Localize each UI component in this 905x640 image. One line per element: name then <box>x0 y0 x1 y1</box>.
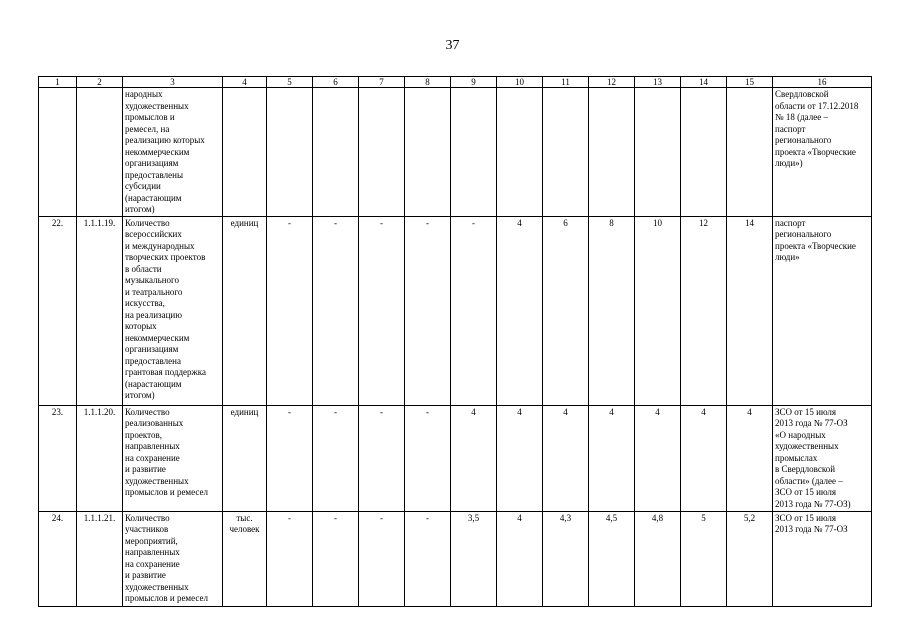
value-cell: 5 <box>681 511 727 606</box>
value-cell: 4 <box>543 405 589 511</box>
row-number: 22. <box>39 216 77 405</box>
value-cell <box>267 88 313 217</box>
value-cell: 14 <box>727 216 773 405</box>
unit: единиц <box>230 217 259 228</box>
value-cell: 4 <box>727 405 773 511</box>
value-cell: 4,3 <box>543 511 589 606</box>
value-cell <box>589 88 635 217</box>
value-cell <box>727 88 773 217</box>
indicator-code: 1.1.1.19. <box>77 216 123 405</box>
unit: тыс. человек <box>229 512 260 534</box>
row-number <box>39 88 77 217</box>
value-cell <box>405 88 451 217</box>
value-cell: 4 <box>635 405 681 511</box>
value-cell: - <box>451 216 497 405</box>
value-cell: 5,2 <box>727 511 773 606</box>
indicator-code: 1.1.1.20. <box>77 405 123 511</box>
column-number: 12 <box>589 77 635 88</box>
indicator-code <box>77 88 123 217</box>
value-cell <box>681 88 727 217</box>
value-cell <box>451 88 497 217</box>
source-document: Свердловской области от 17.12.2018 № 18 (далее – паспорт регионального проекта «Творческие люди») <box>775 89 859 168</box>
table-row <box>39 405 872 511</box>
indicator-code: 1.1.1.21. <box>77 511 123 606</box>
indicators-table <box>38 76 872 607</box>
column-number: 16 <box>773 77 872 88</box>
value-cell: 4,8 <box>635 511 681 606</box>
value-cell: - <box>359 511 405 606</box>
column-number: 6 <box>313 77 359 88</box>
value-cell: 4 <box>497 216 543 405</box>
unit: единиц <box>230 406 259 417</box>
column-number: 5 <box>267 77 313 88</box>
value-cell: 4 <box>681 405 727 511</box>
value-cell: - <box>313 511 359 606</box>
column-number: 4 <box>223 77 267 88</box>
column-number: 13 <box>635 77 681 88</box>
source-document: ЗСО от 15 июля 2013 года № 77-ОЗ <box>775 512 848 534</box>
table-row <box>39 511 872 606</box>
value-cell <box>635 88 681 217</box>
source-document: паспорт регионального проекта «Творческие люди» <box>775 217 856 262</box>
value-cell: 8 <box>589 216 635 405</box>
value-cell: 4 <box>589 405 635 511</box>
indicator-name: Количество реализованных проектов, направленных на сохранение и развитие художественных промыслов и ремесел <box>125 406 208 497</box>
value-cell: 4 <box>451 405 497 511</box>
column-number: 9 <box>451 77 497 88</box>
column-number: 15 <box>727 77 773 88</box>
column-number: 10 <box>497 77 543 88</box>
indicator-name: Количество участников мероприятий, направленных на сохранение и развитие художественных промыслов и ремесел <box>125 512 208 603</box>
value-cell <box>313 88 359 217</box>
indicator-name: народных художественных промыслов и ремесел, на реализацию которых некоммерческим организациям предоставлены субсидии (нарастающим итогом) <box>125 89 205 214</box>
value-cell: 3,5 <box>451 511 497 606</box>
table-row <box>39 88 872 217</box>
value-cell: - <box>313 216 359 405</box>
row-number: 23. <box>39 405 77 511</box>
table-row <box>39 216 872 405</box>
column-number: 11 <box>543 77 589 88</box>
value-cell: - <box>267 405 313 511</box>
value-cell: - <box>405 216 451 405</box>
column-number: 3 <box>123 77 223 88</box>
column-number-row <box>39 77 872 88</box>
source-document: ЗСО от 15 июля 2013 года № 77-ОЗ «О народных художественных промыслах в Свердловской области» (далее – ЗСО от 15 июля 2013 года № 77-ОЗ) <box>775 406 851 509</box>
value-cell <box>359 88 405 217</box>
value-cell: 4 <box>497 405 543 511</box>
column-number: 8 <box>405 77 451 88</box>
column-number: 1 <box>39 77 77 88</box>
value-cell <box>543 88 589 217</box>
value-cell: 4,5 <box>589 511 635 606</box>
value-cell <box>497 88 543 217</box>
column-number: 14 <box>681 77 727 88</box>
value-cell: - <box>405 405 451 511</box>
row-number: 24. <box>39 511 77 606</box>
page-number: 37 <box>445 38 460 53</box>
value-cell: 12 <box>681 216 727 405</box>
value-cell: 6 <box>543 216 589 405</box>
indicator-name: Количество всероссийских и международных творческих проектов в области музыкального и театрального искусства, на реализацию которых некоммерческим организациям предоставлена грантовая поддержка (нарастающим итогом) <box>125 217 206 400</box>
value-cell: 10 <box>635 216 681 405</box>
value-cell: - <box>405 511 451 606</box>
value-cell: - <box>267 216 313 405</box>
value-cell: - <box>267 511 313 606</box>
value-cell: - <box>359 405 405 511</box>
column-number: 2 <box>77 77 123 88</box>
value-cell: - <box>313 405 359 511</box>
column-number: 7 <box>359 77 405 88</box>
value-cell: 4 <box>497 511 543 606</box>
value-cell: - <box>359 216 405 405</box>
